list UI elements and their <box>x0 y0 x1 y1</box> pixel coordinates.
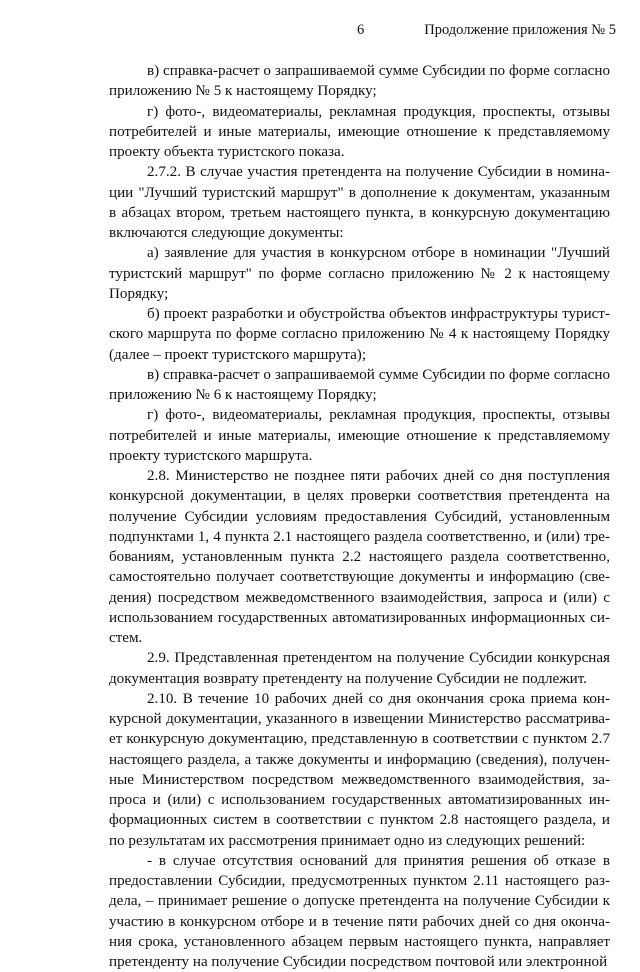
appendix-continuation-label: Продолжение приложения № 5 <box>424 22 616 38</box>
paragraph-2-8: 2.8. Министерство не позднее пяти рабочих дней со дня поступления конкурсной документации, в целях проверки соответствия претендента на получение Субсидии условиям предоставления Субсидий, установленным подпунктами 1, 4 пункта 2.1 настоящего раздела соответственно, и (или) требованиям, установленным пункта 2.2 настоящего раздела соответственно, самостоятельно получает соответствующие документы и информацию (сведения) посредством межведомственного взаимодействия, запроса и (или) с использованием государственных автоматизированных информационных систем. <box>109 468 610 646</box>
paragraph-2-9: 2.9. Представленная претендентом на получение Субсидии конкурсная документация возврату претенденту на получение Субсидии не подлежит. <box>109 650 610 687</box>
paragraph-subsidy-calc-appendix-6: в) справка-расчет о запрашиваемой сумме Субсидии по форме согласно приложению № 6 к настоящему Порядку; <box>109 366 610 403</box>
page-number: 6 <box>357 22 365 38</box>
paragraph-application-route: а) заявление для участия в конкурсном отборе в номинации "Лучший туристский маршрут" по форме согласно приложению № 2 к настоящему Порядку; <box>109 245 610 302</box>
paragraph-photo-materials-route: г) фото-, видеоматериалы, рекламная продукция, проспекты, отзывы потребителей и иные материалы, имеющие отношение к представляемому проекту туристского маршрута. <box>109 407 610 464</box>
paragraph-admission-decision: - в случае отсутствия оснований для принятия решения об отказе в предоставлении Субсидии, предусмотренных пунктом 2.11 настоящего раздела, – принимает решение о допуске претендента на получение Субсидии к участию в конкурсном отборе и в течение пяти рабочих дней со дня окончания срока, установленного абзацем первым настоящего пункта, направляет претенденту на получение Субсидии посредством почтовой или электронной <box>109 852 610 970</box>
paragraph-subsidy-calc-appendix-5: в) справка-расчет о запрашиваемой сумме Субсидии по форме согласно приложению № 5 к настоящему Порядку; <box>109 63 610 100</box>
paragraph-2-7-2: 2.7.2. В случае участия претендента на получение Субсидии в номинации "Лучший туристский маршрут" в дополнение к документам, указанным в абзацах втором, третьем настоящего пункта, в конкурсную документацию включаются следующие документы: <box>109 164 610 241</box>
document-body <box>109 61 610 972</box>
paragraph-route-project: б) проект разработки и обустройства объектов инфраструктуры туристского маршрута по форме согласно приложению № 4 к настоящему Порядку (далее – проект туристского маршрута); <box>109 306 610 363</box>
page-header <box>0 22 640 42</box>
paragraph-2-10: 2.10. В течение 10 рабочих дней со дня окончания срока приема конкурсной документации, указанного в извещении Министерство рассматривает конкурсную документацию, представленную в соответствии с пунктом 2.7 настоящего раздела, а также документы и информацию (сведения), полученные Министерством посредством межведомственного взаимодействия, запроса и (или) с использованием государственных автоматизированных информационных систем в соответствии с пунктом 2.8 настоящего раздела, и по результатам их рассмотрения принимает одно из следующих решений: <box>109 690 610 849</box>
paragraph-photo-materials-show-object: г) фото-, видеоматериалы, рекламная продукция, проспекты, отзывы потребителей и иные материалы, имеющие отношение к представляемому проекту объекта туристского показа. <box>109 103 610 160</box>
